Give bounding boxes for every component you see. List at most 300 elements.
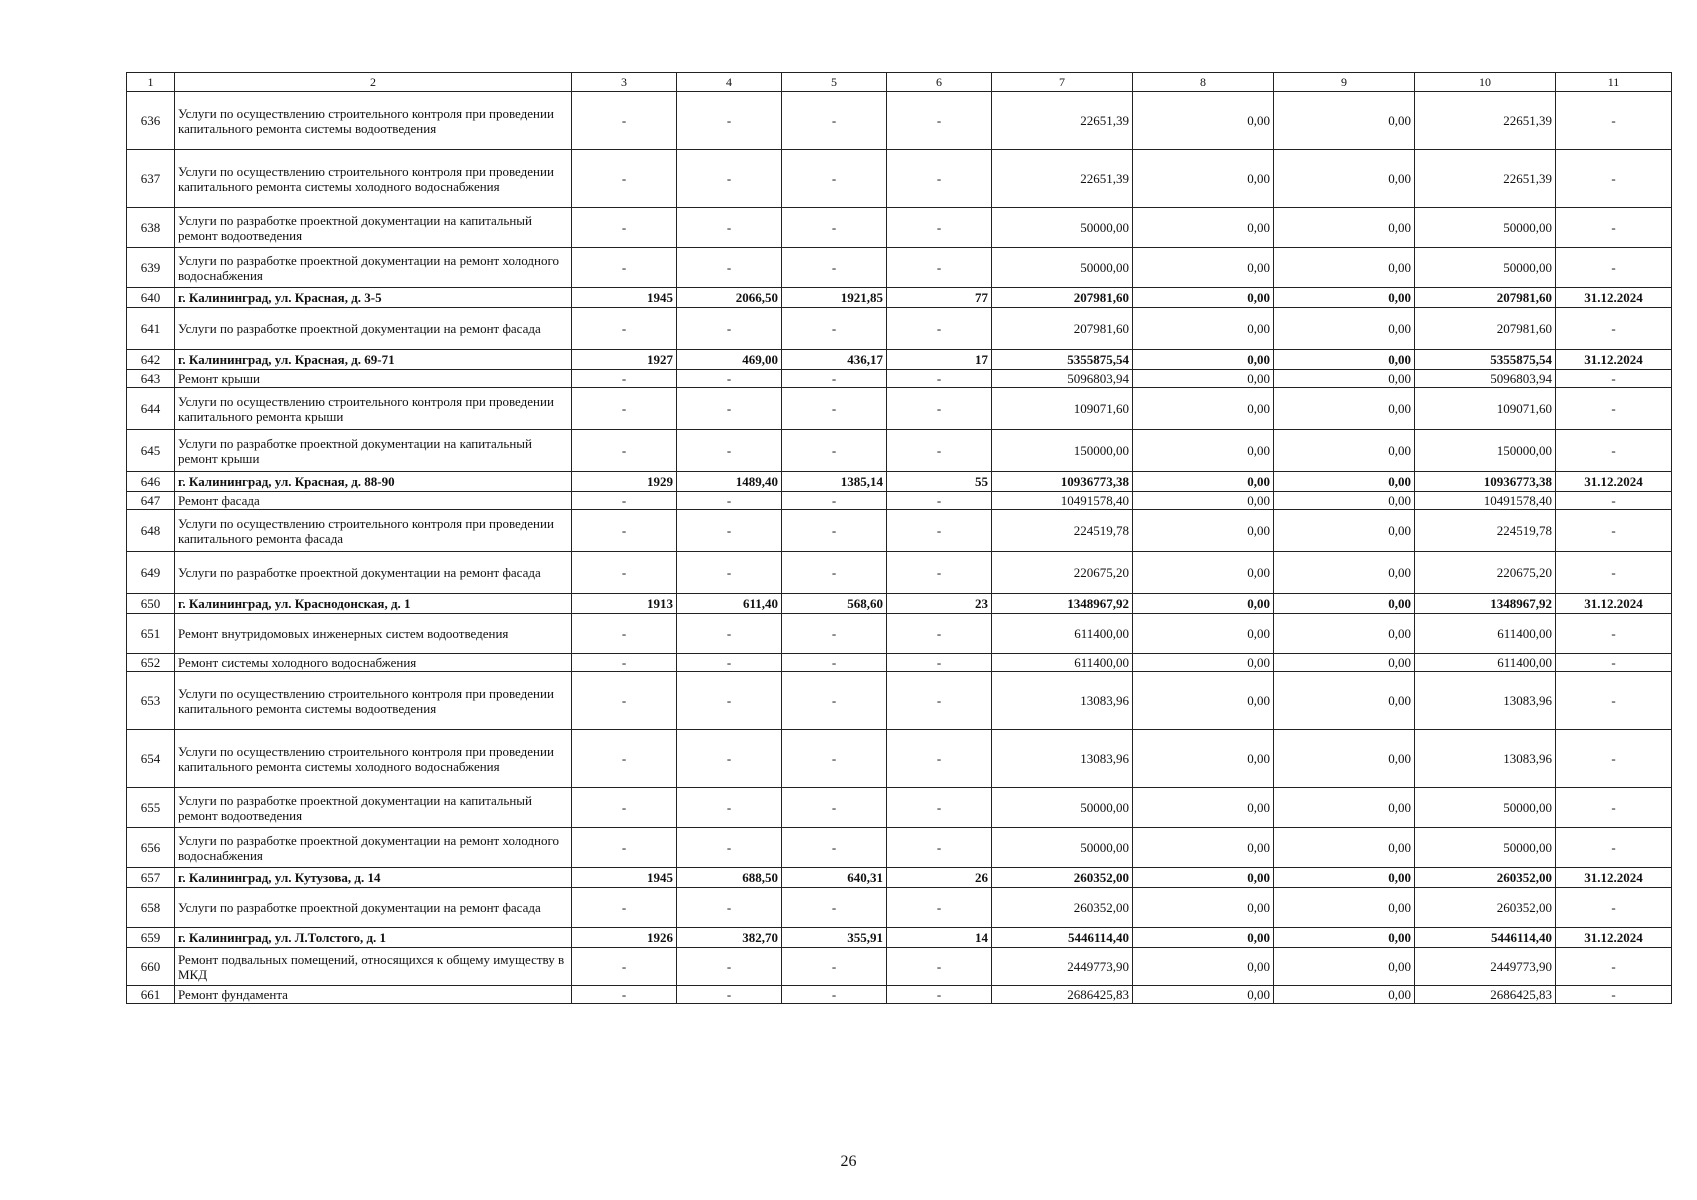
cell-col-4: 688,50 [677,868,782,888]
cell-col-5: - [782,552,887,594]
cell-col-7: 207981,60 [992,308,1133,350]
column-header: 3 [572,73,677,92]
cell-col-7: 50000,00 [992,828,1133,868]
cell-col-4: - [677,828,782,868]
cell-col-10: 260352,00 [1415,888,1556,928]
cell-col-11: - [1556,888,1672,928]
cell-col-7: 13083,96 [992,730,1133,788]
address-row [127,472,1672,492]
item-name: Услуги по разработке проектной документации на ремонт фасада [175,552,572,594]
cell-col-4: - [677,788,782,828]
cell-col-5: 640,31 [782,868,887,888]
item-name: Услуги по разработке проектной документации на ремонт фасада [175,308,572,350]
cell-col-3: - [572,888,677,928]
cell-col-8: 0,00 [1133,288,1274,308]
cell-col-6: - [887,370,992,388]
cell-col-3: 1927 [572,350,677,370]
cell-col-5: - [782,614,887,654]
cell-col-5: 355,91 [782,928,887,948]
address-row [127,868,1672,888]
cell-col-6: - [887,510,992,552]
cell-col-5: - [782,672,887,730]
cell-col-8: 0,00 [1133,150,1274,208]
cell-col-8: 0,00 [1133,594,1274,614]
table-row [127,430,1672,472]
column-header: 9 [1274,73,1415,92]
cell-col-6: 23 [887,594,992,614]
item-name: Ремонт фундамента [175,986,572,1004]
cell-col-8: 0,00 [1133,552,1274,594]
cell-col-5: - [782,948,887,986]
row-number: 658 [127,888,175,928]
cell-col-5: 436,17 [782,350,887,370]
cell-col-9: 0,00 [1274,986,1415,1004]
cell-col-10: 13083,96 [1415,672,1556,730]
cell-col-8: 0,00 [1133,430,1274,472]
cell-col-5: - [782,492,887,510]
row-number: 656 [127,828,175,868]
cell-col-11: - [1556,730,1672,788]
item-name: Услуги по разработке проектной документации на капитальный ремонт крыши [175,430,572,472]
cell-col-7: 10936773,38 [992,472,1133,492]
column-header: 8 [1133,73,1274,92]
cell-col-4: - [677,308,782,350]
cell-col-8: 0,00 [1133,370,1274,388]
item-name: Услуги по осуществлению строительного контроля при проведении капитального ремонта системы водоотведения [175,672,572,730]
row-number: 643 [127,370,175,388]
cell-col-6: - [887,828,992,868]
cell-col-10: 260352,00 [1415,868,1556,888]
cell-col-3: - [572,730,677,788]
cell-col-10: 109071,60 [1415,388,1556,430]
cell-col-8: 0,00 [1133,472,1274,492]
cell-col-10: 207981,60 [1415,308,1556,350]
cell-col-10: 2449773,90 [1415,948,1556,986]
row-number: 645 [127,430,175,472]
cell-col-7: 13083,96 [992,672,1133,730]
cell-col-11: - [1556,828,1672,868]
page-number: 26 [840,1153,857,1170]
cell-col-5: - [782,150,887,208]
cell-col-6: - [887,208,992,248]
item-name: Услуги по осуществлению строительного контроля при проведении капитального ремонта фасада [175,510,572,552]
cell-col-9: 0,00 [1274,788,1415,828]
cell-col-10: 150000,00 [1415,430,1556,472]
cell-col-11: - [1556,492,1672,510]
cell-col-7: 5355875,54 [992,350,1133,370]
row-number: 655 [127,788,175,828]
cell-col-6: - [887,248,992,288]
cell-col-4: 1489,40 [677,472,782,492]
cell-col-6: - [887,730,992,788]
cell-col-10: 22651,39 [1415,92,1556,150]
item-name: г. Калининград, ул. Красная, д. 69-71 [175,350,572,370]
cell-col-8: 0,00 [1133,654,1274,672]
cell-col-9: 0,00 [1274,472,1415,492]
row-number: 659 [127,928,175,948]
cell-col-8: 0,00 [1133,828,1274,868]
row-number: 644 [127,388,175,430]
item-name: Услуги по осуществлению строительного контроля при проведении капитального ремонта крыши [175,388,572,430]
cell-col-11: - [1556,308,1672,350]
cell-col-4: - [677,388,782,430]
cell-col-7: 2449773,90 [992,948,1133,986]
cell-col-11: - [1556,614,1672,654]
table-row [127,654,1672,672]
cell-col-7: 5446114,40 [992,928,1133,948]
item-name: Ремонт системы холодного водоснабжения [175,654,572,672]
row-number: 638 [127,208,175,248]
cell-col-10: 22651,39 [1415,150,1556,208]
column-header: 1 [127,73,175,92]
column-header: 4 [677,73,782,92]
cell-col-6: - [887,788,992,828]
cell-col-8: 0,00 [1133,350,1274,370]
cell-col-11: - [1556,986,1672,1004]
cell-col-5: - [782,308,887,350]
cell-col-6: - [887,308,992,350]
cell-col-11: 31.12.2024 [1556,350,1672,370]
table-row [127,150,1672,208]
item-name: Ремонт крыши [175,370,572,388]
cell-col-6: - [887,492,992,510]
cell-col-8: 0,00 [1133,948,1274,986]
cell-col-7: 1348967,92 [992,594,1133,614]
cell-col-6: - [887,430,992,472]
cell-col-9: 0,00 [1274,370,1415,388]
cell-col-3: 1945 [572,868,677,888]
cell-col-10: 611400,00 [1415,614,1556,654]
cell-col-9: 0,00 [1274,828,1415,868]
cell-col-11: 31.12.2024 [1556,472,1672,492]
cell-col-10: 207981,60 [1415,288,1556,308]
cell-col-5: - [782,888,887,928]
cell-col-8: 0,00 [1133,208,1274,248]
cell-col-9: 0,00 [1274,492,1415,510]
cell-col-9: 0,00 [1274,308,1415,350]
cell-col-4: - [677,672,782,730]
address-row [127,594,1672,614]
cell-col-6: - [887,388,992,430]
cell-col-10: 50000,00 [1415,208,1556,248]
cell-col-10: 10491578,40 [1415,492,1556,510]
cell-col-8: 0,00 [1133,986,1274,1004]
cell-col-3: 1913 [572,594,677,614]
cell-col-9: 0,00 [1274,92,1415,150]
cell-col-5: - [782,208,887,248]
cell-col-9: 0,00 [1274,430,1415,472]
cell-col-6: - [887,552,992,594]
cell-col-5: - [782,730,887,788]
cell-col-10: 5355875,54 [1415,350,1556,370]
row-number: 651 [127,614,175,654]
cell-col-5: - [782,510,887,552]
cell-col-10: 10936773,38 [1415,472,1556,492]
cell-col-4: - [677,150,782,208]
cell-col-8: 0,00 [1133,248,1274,288]
cell-col-3: - [572,986,677,1004]
cell-col-8: 0,00 [1133,888,1274,928]
cell-col-5: - [782,986,887,1004]
cell-col-10: 50000,00 [1415,828,1556,868]
address-row [127,288,1672,308]
column-header: 7 [992,73,1133,92]
item-name: Услуги по разработке проектной документации на капитальный ремонт водоотведения [175,208,572,248]
item-name: Услуги по осуществлению строительного контроля при проведении капитального ремонта системы холодного водоснабжения [175,730,572,788]
cell-col-3: - [572,370,677,388]
column-header: 5 [782,73,887,92]
cell-col-7: 50000,00 [992,248,1133,288]
cell-col-7: 224519,78 [992,510,1133,552]
table-row [127,986,1672,1004]
cell-col-10: 13083,96 [1415,730,1556,788]
row-number: 653 [127,672,175,730]
row-number: 639 [127,248,175,288]
cell-col-4: 611,40 [677,594,782,614]
cell-col-11: - [1556,388,1672,430]
cell-col-4: - [677,492,782,510]
cell-col-9: 0,00 [1274,948,1415,986]
cell-col-4: - [677,654,782,672]
item-name: Ремонт подвальных помещений, относящихся к общему имуществу в МКД [175,948,572,986]
cell-col-4: - [677,986,782,1004]
cell-col-9: 0,00 [1274,868,1415,888]
table-row [127,888,1672,928]
address-row [127,928,1672,948]
cell-col-4: - [677,510,782,552]
row-number: 648 [127,510,175,552]
table-row [127,208,1672,248]
cell-col-7: 22651,39 [992,92,1133,150]
cell-col-3: - [572,208,677,248]
cell-col-7: 611400,00 [992,614,1133,654]
cell-col-4: - [677,430,782,472]
cell-col-9: 0,00 [1274,888,1415,928]
cell-col-3: - [572,92,677,150]
cell-col-4: - [677,92,782,150]
cell-col-4: - [677,248,782,288]
table-row [127,948,1672,986]
cell-col-10: 5446114,40 [1415,928,1556,948]
cell-col-6: - [887,150,992,208]
item-name: Услуги по осуществлению строительного контроля при проведении капитального ремонта системы холодного водоснабжения [175,150,572,208]
item-name: Ремонт фасада [175,492,572,510]
cell-col-7: 260352,00 [992,888,1133,928]
item-name: Услуги по осуществлению строительного контроля при проведении капитального ремонта системы водоотведения [175,92,572,150]
table-row [127,672,1672,730]
cell-col-11: 31.12.2024 [1556,868,1672,888]
item-name: Услуги по разработке проектной документации на капитальный ремонт водоотведения [175,788,572,828]
cell-col-10: 224519,78 [1415,510,1556,552]
table-row [127,370,1672,388]
cell-col-3: - [572,948,677,986]
cell-col-3: 1926 [572,928,677,948]
row-number: 642 [127,350,175,370]
cell-col-7: 10491578,40 [992,492,1133,510]
cell-col-8: 0,00 [1133,308,1274,350]
column-header: 2 [175,73,572,92]
cell-col-11: - [1556,948,1672,986]
cell-col-7: 5096803,94 [992,370,1133,388]
cell-col-9: 0,00 [1274,350,1415,370]
cell-col-3: 1929 [572,472,677,492]
table-row [127,492,1672,510]
cell-col-9: 0,00 [1274,730,1415,788]
cell-col-10: 50000,00 [1415,788,1556,828]
cell-col-6: - [887,672,992,730]
row-number: 636 [127,92,175,150]
cell-col-9: 0,00 [1274,150,1415,208]
cell-col-10: 220675,20 [1415,552,1556,594]
cell-col-9: 0,00 [1274,654,1415,672]
cell-col-8: 0,00 [1133,788,1274,828]
item-name: Ремонт внутридомовых инженерных систем водоотведения [175,614,572,654]
cell-col-9: 0,00 [1274,510,1415,552]
cell-col-8: 0,00 [1133,388,1274,430]
cell-col-7: 109071,60 [992,388,1133,430]
repair-register-table [126,72,1672,1004]
cell-col-3: - [572,388,677,430]
cell-col-7: 150000,00 [992,430,1133,472]
cell-col-8: 0,00 [1133,492,1274,510]
cell-col-7: 207981,60 [992,288,1133,308]
cell-col-5: - [782,828,887,868]
cell-col-3: - [572,614,677,654]
column-header: 11 [1556,73,1672,92]
cell-col-3: - [572,308,677,350]
row-number: 647 [127,492,175,510]
cell-col-6: 55 [887,472,992,492]
table-row [127,828,1672,868]
cell-col-9: 0,00 [1274,388,1415,430]
cell-col-11: 31.12.2024 [1556,288,1672,308]
row-number: 661 [127,986,175,1004]
cell-col-9: 0,00 [1274,614,1415,654]
cell-col-10: 5096803,94 [1415,370,1556,388]
cell-col-9: 0,00 [1274,552,1415,594]
cell-col-11: - [1556,654,1672,672]
item-name: Услуги по разработке проектной документации на ремонт холодного водоснабжения [175,248,572,288]
cell-col-6: 26 [887,868,992,888]
table-row [127,248,1672,288]
table-row [127,552,1672,594]
cell-col-4: - [677,208,782,248]
cell-col-11: - [1556,92,1672,150]
cell-col-6: - [887,92,992,150]
table-body [127,92,1672,1004]
cell-col-9: 0,00 [1274,594,1415,614]
cell-col-6: - [887,986,992,1004]
cell-col-4: 2066,50 [677,288,782,308]
cell-col-6: - [887,948,992,986]
cell-col-3: - [572,430,677,472]
cell-col-4: 382,70 [677,928,782,948]
cell-col-6: 17 [887,350,992,370]
cell-col-10: 611400,00 [1415,654,1556,672]
cell-col-11: - [1556,248,1672,288]
cell-col-5: - [782,370,887,388]
cell-col-6: 77 [887,288,992,308]
cell-col-3: - [572,672,677,730]
cell-col-8: 0,00 [1133,730,1274,788]
cell-col-3: - [572,788,677,828]
column-number-header [127,73,1672,92]
cell-col-5: - [782,788,887,828]
cell-col-5: - [782,654,887,672]
cell-col-8: 0,00 [1133,868,1274,888]
cell-col-3: - [572,552,677,594]
row-number: 660 [127,948,175,986]
cell-col-6: - [887,654,992,672]
item-name: г. Калининград, ул. Красная, д. 3-5 [175,288,572,308]
cell-col-8: 0,00 [1133,928,1274,948]
cell-col-7: 260352,00 [992,868,1133,888]
item-name: г. Калининград, ул. Кутузова, д. 14 [175,868,572,888]
table-row [127,614,1672,654]
cell-col-10: 1348967,92 [1415,594,1556,614]
item-name: г. Калининград, ул. Л.Толстого, д. 1 [175,928,572,948]
cell-col-5: - [782,430,887,472]
address-row [127,350,1672,370]
cell-col-9: 0,00 [1274,288,1415,308]
table-row [127,308,1672,350]
cell-col-11: - [1556,150,1672,208]
cell-col-8: 0,00 [1133,672,1274,730]
cell-col-3: 1945 [572,288,677,308]
cell-col-11: - [1556,510,1672,552]
cell-col-7: 2686425,83 [992,986,1133,1004]
cell-col-7: 22651,39 [992,150,1133,208]
cell-col-9: 0,00 [1274,672,1415,730]
column-header: 6 [887,73,992,92]
item-name: г. Калининград, ул. Красная, д. 88-90 [175,472,572,492]
cell-col-9: 0,00 [1274,208,1415,248]
cell-col-11: - [1556,208,1672,248]
cell-col-8: 0,00 [1133,510,1274,552]
cell-col-3: - [572,510,677,552]
row-number: 641 [127,308,175,350]
row-number: 650 [127,594,175,614]
item-name: Услуги по разработке проектной документации на ремонт фасада [175,888,572,928]
cell-col-10: 2686425,83 [1415,986,1556,1004]
cell-col-4: - [677,370,782,388]
row-number: 649 [127,552,175,594]
register-sheet [126,72,1671,1004]
table-row [127,92,1672,150]
cell-col-7: 220675,20 [992,552,1133,594]
cell-col-4: - [677,888,782,928]
cell-col-11: - [1556,672,1672,730]
cell-col-5: - [782,248,887,288]
table-row [127,730,1672,788]
cell-col-4: - [677,614,782,654]
cell-col-11: - [1556,552,1672,594]
cell-col-4: 469,00 [677,350,782,370]
cell-col-5: 568,60 [782,594,887,614]
cell-col-5: - [782,388,887,430]
cell-col-5: 1385,14 [782,472,887,492]
cell-col-3: - [572,150,677,208]
cell-col-11: - [1556,370,1672,388]
cell-col-7: 50000,00 [992,208,1133,248]
row-number: 640 [127,288,175,308]
cell-col-11: 31.12.2024 [1556,594,1672,614]
row-number: 654 [127,730,175,788]
cell-col-4: - [677,730,782,788]
cell-col-10: 50000,00 [1415,248,1556,288]
cell-col-4: - [677,948,782,986]
cell-col-7: 611400,00 [992,654,1133,672]
